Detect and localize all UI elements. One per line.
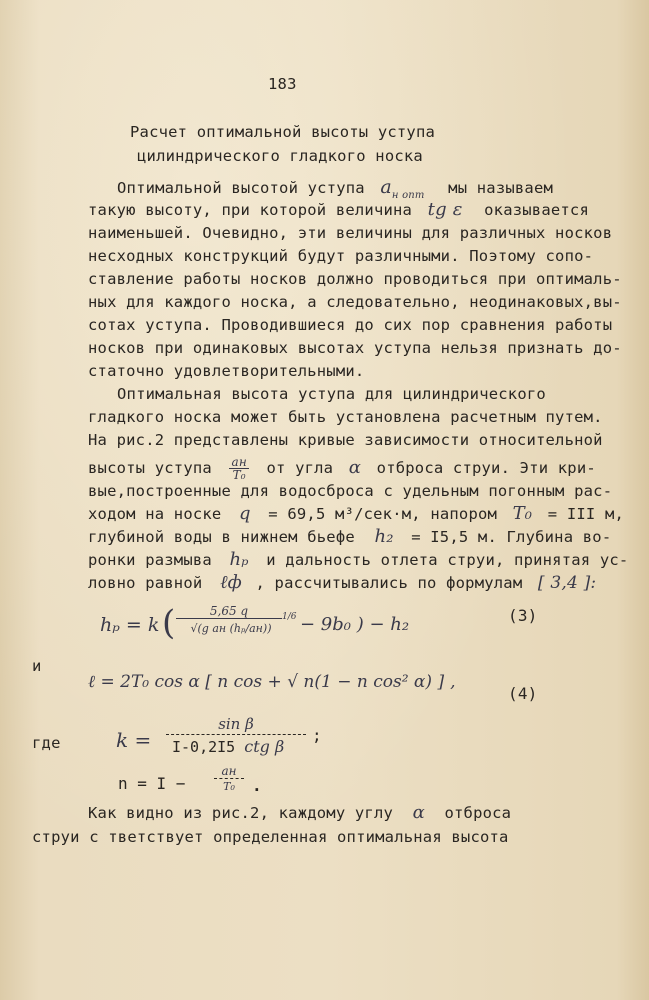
- paragraph-2-line-6: [88, 504, 624, 524]
- text-segment: = 69,5 м³/сек·м, напором: [268, 505, 498, 523]
- text-segment: ходом на носке: [88, 505, 222, 523]
- text-segment: глубиной воды в нижнем бьефе: [88, 528, 355, 546]
- formula-k-denominator: [172, 737, 284, 756]
- formula-4-expression: ℓ = 2T₀ cos α [ n cos + √ n(1 − n cos² α) ]: [88, 672, 445, 692]
- formula-k: [116, 712, 336, 762]
- section-title-line-1: Расчет оптимальной высоты уступа: [130, 123, 436, 141]
- handwritten-reference: [ 3,4 ]:: [537, 573, 597, 593]
- paragraph-3-line-1: [88, 803, 511, 823]
- text-segment: отброса струи. Эти кри-: [376, 459, 596, 477]
- text-segment: ловно равной: [88, 574, 203, 592]
- paragraph-1-line-7: сотах уступа. Проводившиеся до сих пор сравнения работы: [88, 316, 613, 334]
- handwritten-symbol: q: [239, 503, 251, 524]
- paragraph-1-line-5: ставление работы носков должно проводиться при оптималь-: [88, 270, 622, 288]
- text-segment: от угла: [266, 459, 334, 477]
- ratio-fraction: [229, 456, 248, 481]
- handwritten-symbol: hₚ: [229, 549, 249, 570]
- handwritten-subscript: н опт: [391, 190, 425, 201]
- paragraph-1-line-8: носков при одинаковых высотах уступа нельзя признать до-: [88, 339, 622, 357]
- where-label: где: [32, 734, 61, 752]
- page-number: 183: [268, 75, 297, 93]
- paragraph-3-line-2: струи с тветствует определенная оптимальная высота: [32, 828, 509, 846]
- open-paren: (: [162, 603, 176, 643]
- text-segment: и дальность отлета струи, принятая ус-: [266, 551, 629, 569]
- paragraph-1-line-2: [88, 200, 589, 220]
- formula-k-numerator: sin β: [166, 714, 306, 735]
- formula-3-tail: − 9b₀ ) − h₂: [300, 614, 410, 635]
- text-segment: такую высоту, при которой величина: [88, 201, 413, 219]
- formula-n-lhs: n = I −: [118, 774, 186, 793]
- handwritten-symbol: ℓф: [219, 572, 242, 593]
- paragraph-2-line-7: [88, 527, 611, 547]
- formula-k-den-constant: I-0,2I5: [172, 738, 236, 756]
- formula-n: [118, 764, 288, 800]
- text-segment: , рассчитывались по формулам: [255, 574, 523, 592]
- text-segment: Как видно из рис.2, каждому углу: [88, 804, 394, 822]
- formula-4-number: (4): [508, 684, 538, 703]
- conjunction-and: и: [32, 657, 42, 675]
- paragraph-2-line-5: вые,построенные для водосброса с удельным погонным рас-: [88, 482, 613, 500]
- formula-3-numerator: 5,65 q: [176, 604, 282, 619]
- formula-3-lhs: hₚ = k: [100, 614, 160, 636]
- formula-4: [88, 672, 456, 692]
- paragraph-2-line-2: гладкого носка может быть установлена расчетным путем.: [88, 408, 603, 426]
- formula-n-denominator: T₀: [223, 780, 235, 793]
- text-segment: = I5,5 м. Глубина во-: [411, 528, 612, 546]
- formula-k-lhs: k =: [116, 728, 152, 752]
- paragraph-2-line-9: [88, 573, 596, 593]
- handwritten-symbol: tg ε: [427, 199, 463, 220]
- handwritten-symbol: α: [348, 457, 362, 478]
- handwritten-symbol: a: [380, 176, 392, 198]
- formula-3-denominator: √(g aн (hₚ/aн)): [190, 622, 272, 635]
- handwritten-symbol: α: [412, 802, 425, 823]
- section-title-line-2: цилиндрического гладкого носка: [137, 147, 423, 165]
- handwritten-symbol: h₂: [374, 526, 394, 547]
- formula-n-numerator: aн: [214, 764, 244, 779]
- text-segment: мы называем: [448, 179, 554, 197]
- paragraph-2-line-1: Оптимальная высота уступа для цилиндрического: [117, 385, 546, 403]
- paragraph-2-line-3: На рис.2 представлены кривые зависимости относительной: [88, 431, 603, 449]
- formula-4-trail: ,: [450, 672, 456, 692]
- formula-3-number: (3): [508, 606, 538, 625]
- paragraph-1-line-6: ных для каждого носка, а следовательно, неодинаковых,вы-: [88, 293, 622, 311]
- text-segment: = III м,: [547, 505, 625, 523]
- text-segment: отброса: [444, 804, 512, 822]
- paragraph-1-line-3: наименьшей. Очевидно, эти величины для различных носков: [88, 224, 613, 242]
- fraction-denominator: T₀: [232, 468, 246, 482]
- paragraph-2-line-4: [88, 456, 596, 481]
- formula-3-exponent: 1/6: [282, 612, 297, 622]
- paragraph-1-line-9: статочно удовлетворительными.: [88, 362, 365, 380]
- formula-k-trail: ;: [312, 726, 322, 745]
- handwritten-symbol: T₀: [512, 503, 533, 524]
- paragraph-2-line-8: [88, 550, 628, 570]
- paragraph-1-line-4: несходных конструкций будут различными. Поэтому сопо-: [88, 247, 594, 265]
- text-segment: высоты уступа: [88, 459, 212, 477]
- formula-n-trail: .: [252, 776, 262, 795]
- formula-k-den-ctg: ctg β: [244, 737, 285, 756]
- text-segment: ронки размыва: [88, 551, 212, 569]
- fraction-numerator: aн: [231, 455, 247, 469]
- text-segment: Оптимальной высотой уступа: [117, 179, 365, 197]
- text-segment: оказывается: [484, 201, 589, 219]
